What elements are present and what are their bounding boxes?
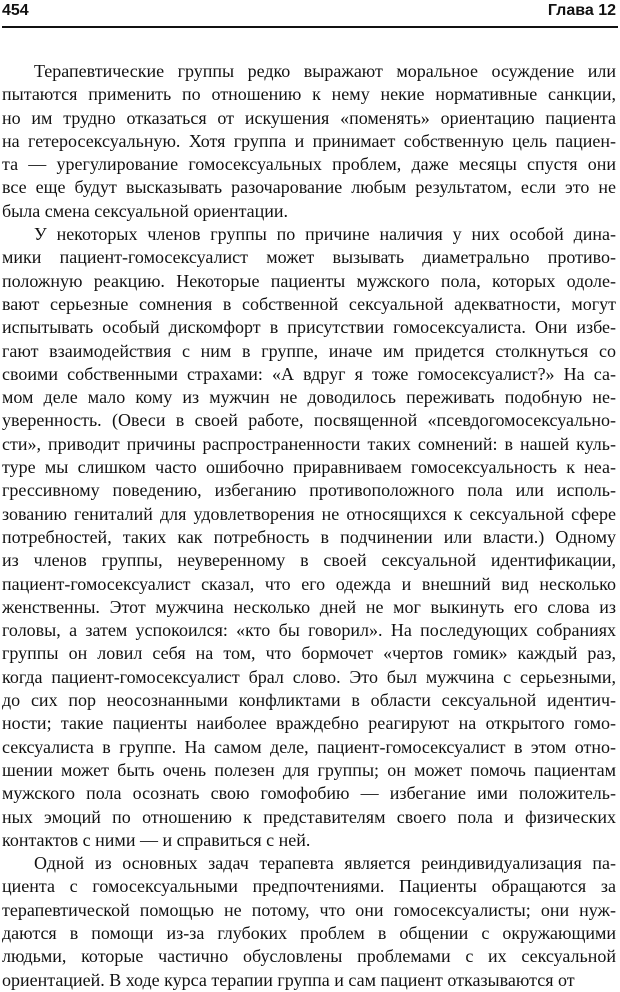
text-line: контактов с ними — и справиться с ней. xyxy=(2,829,311,850)
body-text xyxy=(2,60,616,992)
text-line: своими собственными страхами: «А вдруг я тоже гомосексуалист?» На са- xyxy=(2,363,616,384)
text-line: мом деле мало кому из мужчин не доводилось переживать подобную не- xyxy=(2,387,616,408)
text-line: сти», приводит причины распространенности таких сомнений: в нашей куль- xyxy=(2,433,616,454)
text-line: циента с гомосексуальными предпочтениями. Пациенты обращаются за xyxy=(2,876,616,897)
text-line: пытаются применить по отношению к нему некие нормативные санкции, xyxy=(2,84,616,105)
text-line: гают взаимодействия с ним в группе, иначе им придется столкнуться со xyxy=(2,340,616,361)
text-line: но им трудно отказаться от искушения «поменять» ориентацию пациента xyxy=(2,107,616,128)
text-line: даются в помощи из-за глубоких проблем в общении с окружающими xyxy=(2,922,616,943)
text-line: людьми, которые частично обусловлены проблемами с их сексуальной xyxy=(2,946,616,967)
text-line: шении может быть очень полезен для группы; он может помочь пациентам xyxy=(2,759,616,780)
page-number: 454 xyxy=(2,2,29,19)
text-line: на гетеросексуальную. Хотя группа и принимает собственную цель пациен- xyxy=(2,130,616,151)
text-line: сексуалиста в группе. На самом деле, пациент-гомосексуалист в этом отно- xyxy=(2,736,616,757)
text-line: Терапевтические группы редко выражают моральное осуждение или xyxy=(34,61,616,81)
text-line: У некоторых членов группы по причине наличия у них особой дина- xyxy=(34,224,616,245)
text-line: все еще будут высказывать разочарование любым результатом, если это не xyxy=(2,177,616,198)
running-header xyxy=(2,0,618,28)
text-line: та — урегулирование гомосексуальных проблем, даже месяцы спустя они xyxy=(2,154,616,175)
text-line: когда пациент-гомосексуалист брал слово. Это был мужчина с серьезными, xyxy=(2,666,616,687)
text-line: испытывать особый дискомфорт в присутствии гомосексуалиста. Они избе- xyxy=(2,317,616,338)
text-line: потребностей, таких как потребность в подчинении или власти.) Одному xyxy=(2,526,616,547)
text-line: грессивному поведению, избеганию противоположного пола или исполь- xyxy=(2,480,616,501)
text-line: ных эмоций по отношению к представителям своего пола и физических xyxy=(2,806,616,827)
text-line: ности; такие пациенты наиболее враждебно реагируют на открытого гомо- xyxy=(2,713,616,734)
text-line: до сих пор неосознанными конфликтами в области сексуальной идентич- xyxy=(2,690,616,711)
text-line: головы, а затем успокоился: «кто бы говорил». На последующих собраниях xyxy=(2,620,616,641)
text-line: уверенность. (Овеси в своей работе, посвященной «псевдогомосексуально- xyxy=(2,410,616,431)
text-line: была смена сексуальной ориентации. xyxy=(2,200,289,221)
text-line: терапевтической помощью не потому, что они гомосексуалисты; они нуж- xyxy=(2,899,616,920)
paragraph xyxy=(2,223,616,852)
paragraph xyxy=(2,852,616,992)
text-line: Одной из основных задач терапевта является реиндивидуализация па- xyxy=(34,853,616,874)
text-line: женственны. Этот мужчина несколько дней не мог выкинуть его слова из xyxy=(2,596,616,617)
chapter-title: Глава 12 xyxy=(547,2,616,19)
text-line: туре мы слишком часто ошибочно приравниваем гомосексуальность к неа- xyxy=(2,457,616,478)
text-line: вают серьезные сомнения в собственной сексуальной адекватности, могут xyxy=(2,293,616,314)
paragraph xyxy=(2,60,616,223)
text-line: мики пациент-гомосексуалист может вызывать диаметрально противо- xyxy=(2,247,616,268)
text-line: зованию гениталий для удовлетворения не относящихся к сексуальной сфере xyxy=(2,503,616,524)
text-line: мужского пола осознать свою гомофобию — избегание ими положитель- xyxy=(2,783,616,804)
text-line: из членов группы, неуверенному в своей сексуальной идентификации, xyxy=(2,550,616,571)
text-line: положную реакцию. Некоторые пациенты мужского пола, которых одоле- xyxy=(2,270,616,291)
text-line: пациент-гомосексуалист сказал, что его одежда и внешний вид несколько xyxy=(2,573,616,594)
text-line: ориентацией. В ходе курса терапии группа и сам пациент отказываются от xyxy=(2,969,575,990)
text-line: группы он ловил себя на том, что бормочет «чертов гомик» каждый раз, xyxy=(2,643,616,664)
